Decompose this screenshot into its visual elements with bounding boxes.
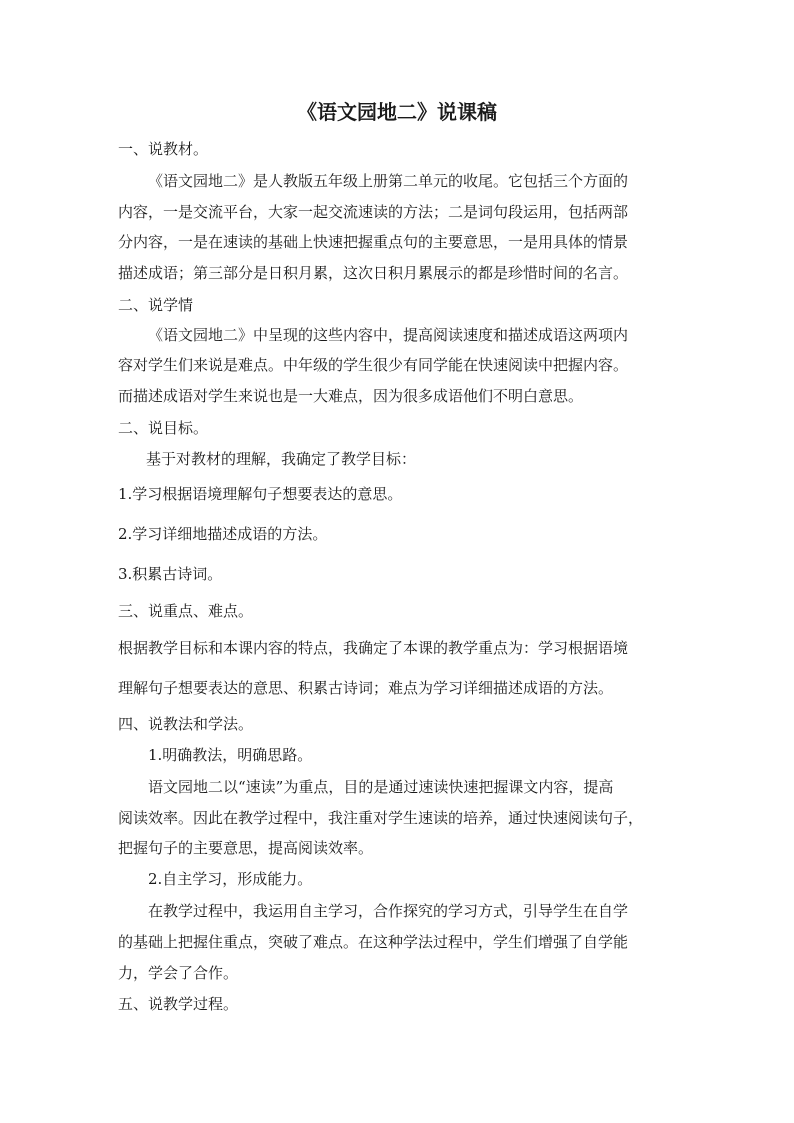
section-heading-goals: 二、说目标。 bbox=[118, 419, 209, 437]
paragraph-line: 把握句子的主要意思，提高阅读效率。 bbox=[118, 839, 374, 857]
section-heading-process: 五、说教学过程。 bbox=[118, 995, 239, 1013]
paragraph-line: 分内容，一是在速读的基础上快速把握重点句的主要意思，一是用具体的情景 bbox=[118, 233, 629, 251]
paragraph-line: 的基础上把握住重点，突破了难点。在这种学法过程中，学生们增强了自学能 bbox=[118, 933, 629, 951]
section-heading-materials: 一、说教材。 bbox=[118, 140, 209, 158]
paragraph-line: 理解句子想要表达的意思、积累古诗词；难点为学习详细描述成语的方法。 bbox=[118, 679, 614, 697]
goal-item-1: 1.学习根据语境理解句子想要表达的意思。 bbox=[118, 485, 403, 503]
paragraph-line: 语文园地二以“速读”为重点，目的是通过速读快速把握课文内容，提高 bbox=[148, 778, 614, 796]
subheading-self-learning: 2.自主学习，形成能力。 bbox=[148, 870, 313, 888]
section-heading-methods: 四、说教法和学法。 bbox=[118, 715, 254, 733]
paragraph-line: 内容，一是交流平台，大家一起交流速读的方法；二是词句段运用，包括两部 bbox=[118, 203, 629, 221]
paragraph-line: 《语文园地二》中呈现的这些内容中，提高阅读速度和描述成语这两项内 bbox=[148, 326, 629, 344]
paragraph-line: 阅读效率。因此在教学过程中，我注重对学生速读的培养，通过快速阅读句子， bbox=[118, 809, 644, 827]
paragraph-line: 基于对教材的理解，我确定了教学目标： bbox=[146, 450, 417, 468]
paragraph-line: 在教学过程中，我运用自主学习，合作探究的学习方式，引导学生在自学 bbox=[148, 902, 629, 920]
subheading-teaching-method: 1.明确教法，明确思路。 bbox=[148, 746, 313, 764]
document-title: 《语文园地二》说课稿 bbox=[297, 100, 497, 124]
paragraph-line: 而描述成语对学生来说也是一大难点，因为很多成语他们不明白意思。 bbox=[118, 387, 584, 405]
section-heading-key-points: 三、说重点、难点。 bbox=[118, 602, 254, 620]
goal-item-3: 3.积累古诗词。 bbox=[118, 565, 223, 583]
paragraph-line: 描述成语；第三部分是日积月累，这次日积月累展示的都是珍惜时间的名言。 bbox=[118, 264, 629, 282]
paragraph-line: 根据教学目标和本课内容的特点，我确定了本课的教学重点为：学习根据语境 bbox=[118, 639, 629, 657]
goal-item-2: 2.学习详细地描述成语的方法。 bbox=[118, 525, 328, 543]
paragraph-line: 容对学生们来说是难点。中年级的学生很少有同学能在快速阅读中把握内容。 bbox=[118, 356, 629, 374]
paragraph-line: 《语文园地二》是人教版五年级上册第二单元的收尾。它包括三个方面的 bbox=[148, 172, 629, 190]
section-heading-learners: 二、说学情 bbox=[118, 296, 194, 314]
paragraph-line: 力，学会了合作。 bbox=[118, 964, 239, 982]
